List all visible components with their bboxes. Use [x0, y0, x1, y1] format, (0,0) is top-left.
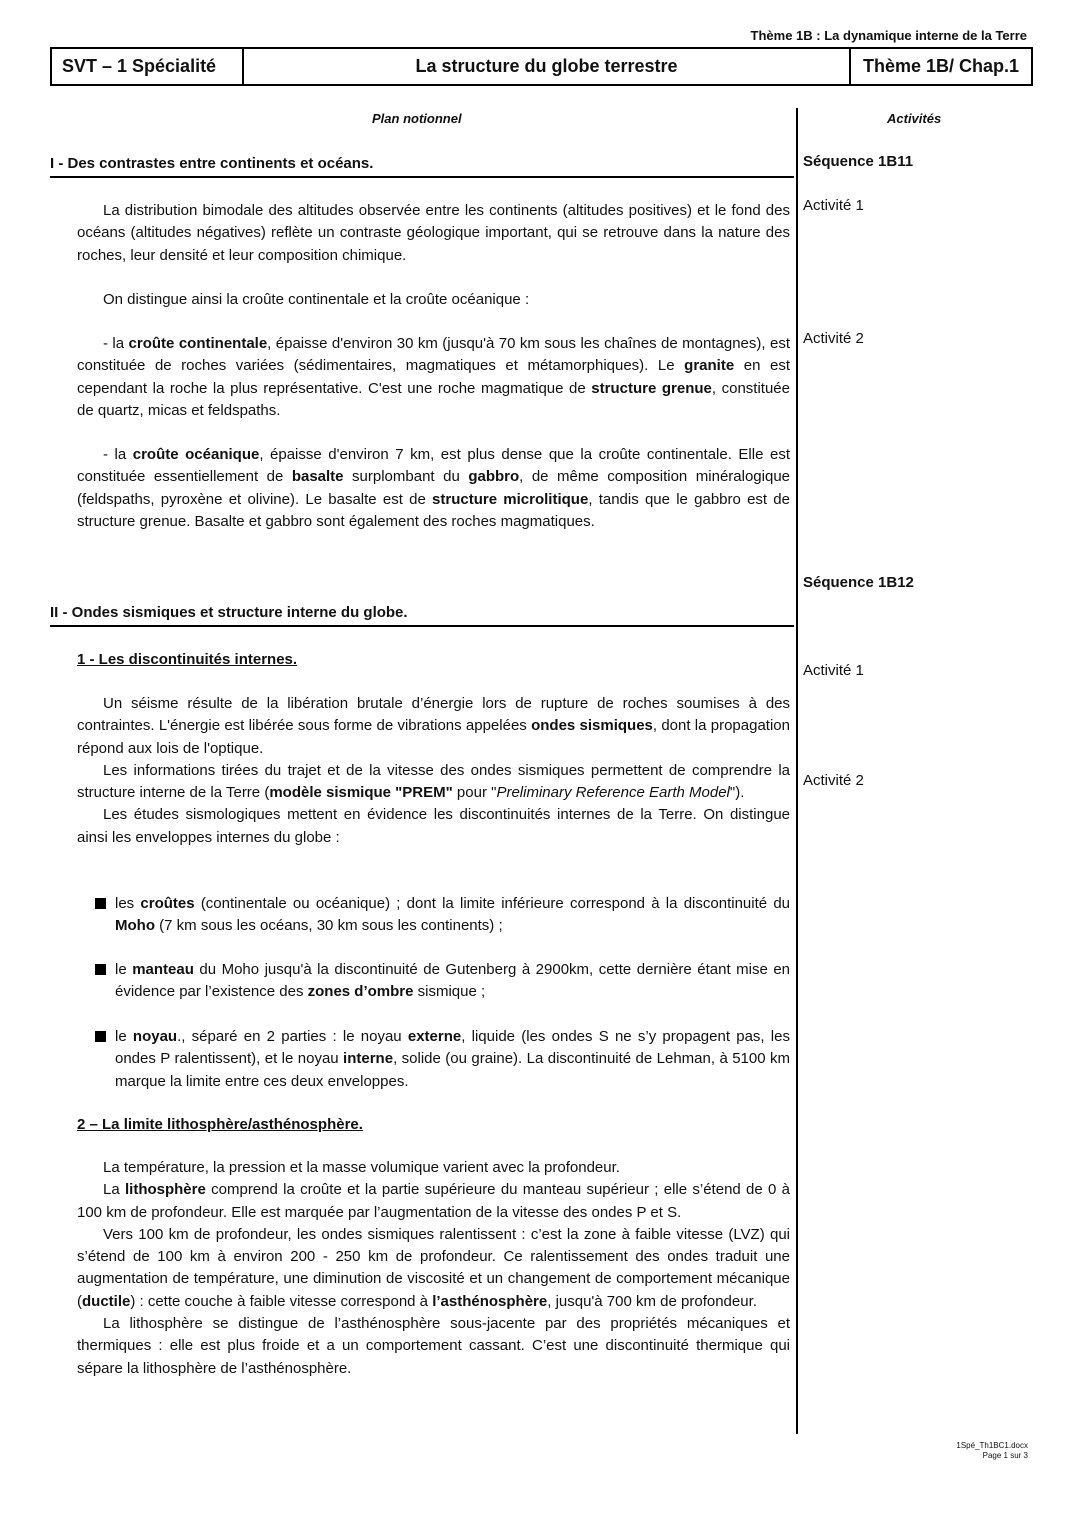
section-1-paragraph-1: La distribution bimodale des altitudes observée entre les continents (altitudes positives) et le fond des océans (altitudes négatives) reflète un contraste géologique important, qui se retrouve dans la nature des roches, leur densité et leur composition chimique.	[77, 202, 790, 264]
activities-column-heading: Activités	[887, 111, 942, 126]
bullet-mantle: le manteau du Moho jusqu'à la discontinuité de Gutenberg à 2900km, cette dernière étant mise en évidence par l’existence des zones d’ombre sismique ;	[115, 959, 790, 1004]
header-title: La structure du globe terrestre	[244, 49, 851, 84]
discontinuities-paragraphs: Un séisme résulte de la libération brutale d’énergie lors de rupture de roches soumises à des contraintes. L'énergie est libérée sous forme de vibrations appelées ondes sismiques, dont la propagation répond aux lois de l'optique. Les informations tirées du trajet et de la vitesse des ondes sismiques permettent de comprendre la structure interne de la Terre (modèle sismique "PREM" pour "Preliminary Reference Earth Model"). Les études sismologiques mettent en évidence les discontinuités internes de la Terre. On distingue ainsi les enveloppes internes du globe :	[77, 695, 790, 846]
lithosphere-paragraphs: La température, la pression et la masse volumique varient avec la profondeur. La lithosphère comprend la croûte et la partie supérieure du manteau supérieur ; elle s’étend de 0 à 100 km de profondeur. Elle est marquée par l’augmentation de la vitesse des ondes P et S. Vers 100 km de profondeur, les ondes sismiques ralentissent : c’est la zone à faible vitesse (LVZ) qui s’étend de 100 km à environ 200 - 250 km de profondeur. Ce ralentissement des ondes traduit une augmentation de température, une diminution de viscosité et un changement de comportement mécanique (ductile) : cette couche à faible vitesse correspond à l’asthénosphère, jusqu'à 700 km de profondeur. La lithosphère se distingue de l’asthénosphère sous-jacente par des propriétés mécaniques et thermiques : elle est plus froide et a un comportement cassant. C’est une discontinuité thermique qui sépare la lithosphère de l’asthénosphère.	[77, 1159, 790, 1377]
section-2-activity-2: Activité 2	[803, 772, 864, 789]
continental-crust-paragraph: - la croûte continentale, épaisse d'environ 30 km (jusqu'à 70 km sous les chaînes de montagnes), est constituée de roches variées (sédimentaires, magmatiques et métamorphiques). Le granite en est cependant la roche la plus représentative. C'est une roche magmatique de structure grenue, constituée de quartz, micas et feldspaths.	[77, 335, 790, 419]
section-1-paragraph-2: On distingue ainsi la croûte continentale et la croûte océanique :	[103, 291, 530, 308]
section-1-title: I - Des contrastes entre continents et océans.	[50, 155, 794, 178]
bullet-crusts: les croûtes (continentale ou océanique) ; dont la limite inférieure correspond à la discontinuité du Moho (7 km sous les océans, 30 km sous les continents) ;	[115, 893, 790, 938]
page-footer	[956, 1441, 1028, 1461]
bullet-square-icon	[95, 898, 106, 909]
footer-page-number: Page 1 sur 3	[982, 1451, 1028, 1460]
bullet-square-icon	[95, 1031, 106, 1042]
subsection-1-title: 1 - Les discontinuités internes.	[77, 651, 298, 668]
header-subject: SVT – 1 Spécialité	[52, 49, 244, 84]
sequence-1b12: Séquence 1B12	[803, 574, 914, 591]
column-divider	[796, 108, 798, 1434]
section-2-title: II - Ondes sismiques et structure interne du globe.	[50, 604, 794, 627]
sequence-1b11: Séquence 1B11	[803, 153, 914, 170]
header-chapter: Thème 1B/ Chap.1	[862, 56, 1020, 76]
section-1-activity-1: Activité 1	[803, 197, 864, 214]
header-table	[50, 47, 1033, 86]
section-2-activity-1: Activité 1	[803, 662, 864, 679]
section-1-activity-2: Activité 2	[803, 330, 864, 347]
plan-column-heading: Plan notionnel	[372, 111, 462, 126]
footer-filename: 1Spé_Th1BC1.docx	[956, 1441, 1028, 1450]
bullet-core: le noyau., séparé en 2 parties : le noyau externe, liquide (les ondes S ne s’y propagent pas, les ondes P ralentissent), et le noyau interne, solide (ou graine). La discontinuité de Lehman, à 5100 km marque la limite entre ces deux enveloppes.	[115, 1026, 790, 1093]
oceanic-crust-paragraph: - la croûte océanique, épaisse d'environ 7 km, est plus dense que la croûte continentale. Elle est constituée essentiellement de basalte surplombant du gabbro, de même composition minéralogique (feldspaths, pyroxène et olivine). Le basalte est de structure microlitique, tandis que le gabbro est de structure grenue. Basalte et gabbro sont également des roches magmatiques.	[77, 446, 790, 530]
theme-line: Thème 1B : La dynamique interne de la Terre	[750, 28, 1027, 43]
bullet-square-icon	[95, 964, 106, 975]
subsection-2-title: 2 – La limite lithosphère/asthénosphère.	[77, 1116, 363, 1133]
